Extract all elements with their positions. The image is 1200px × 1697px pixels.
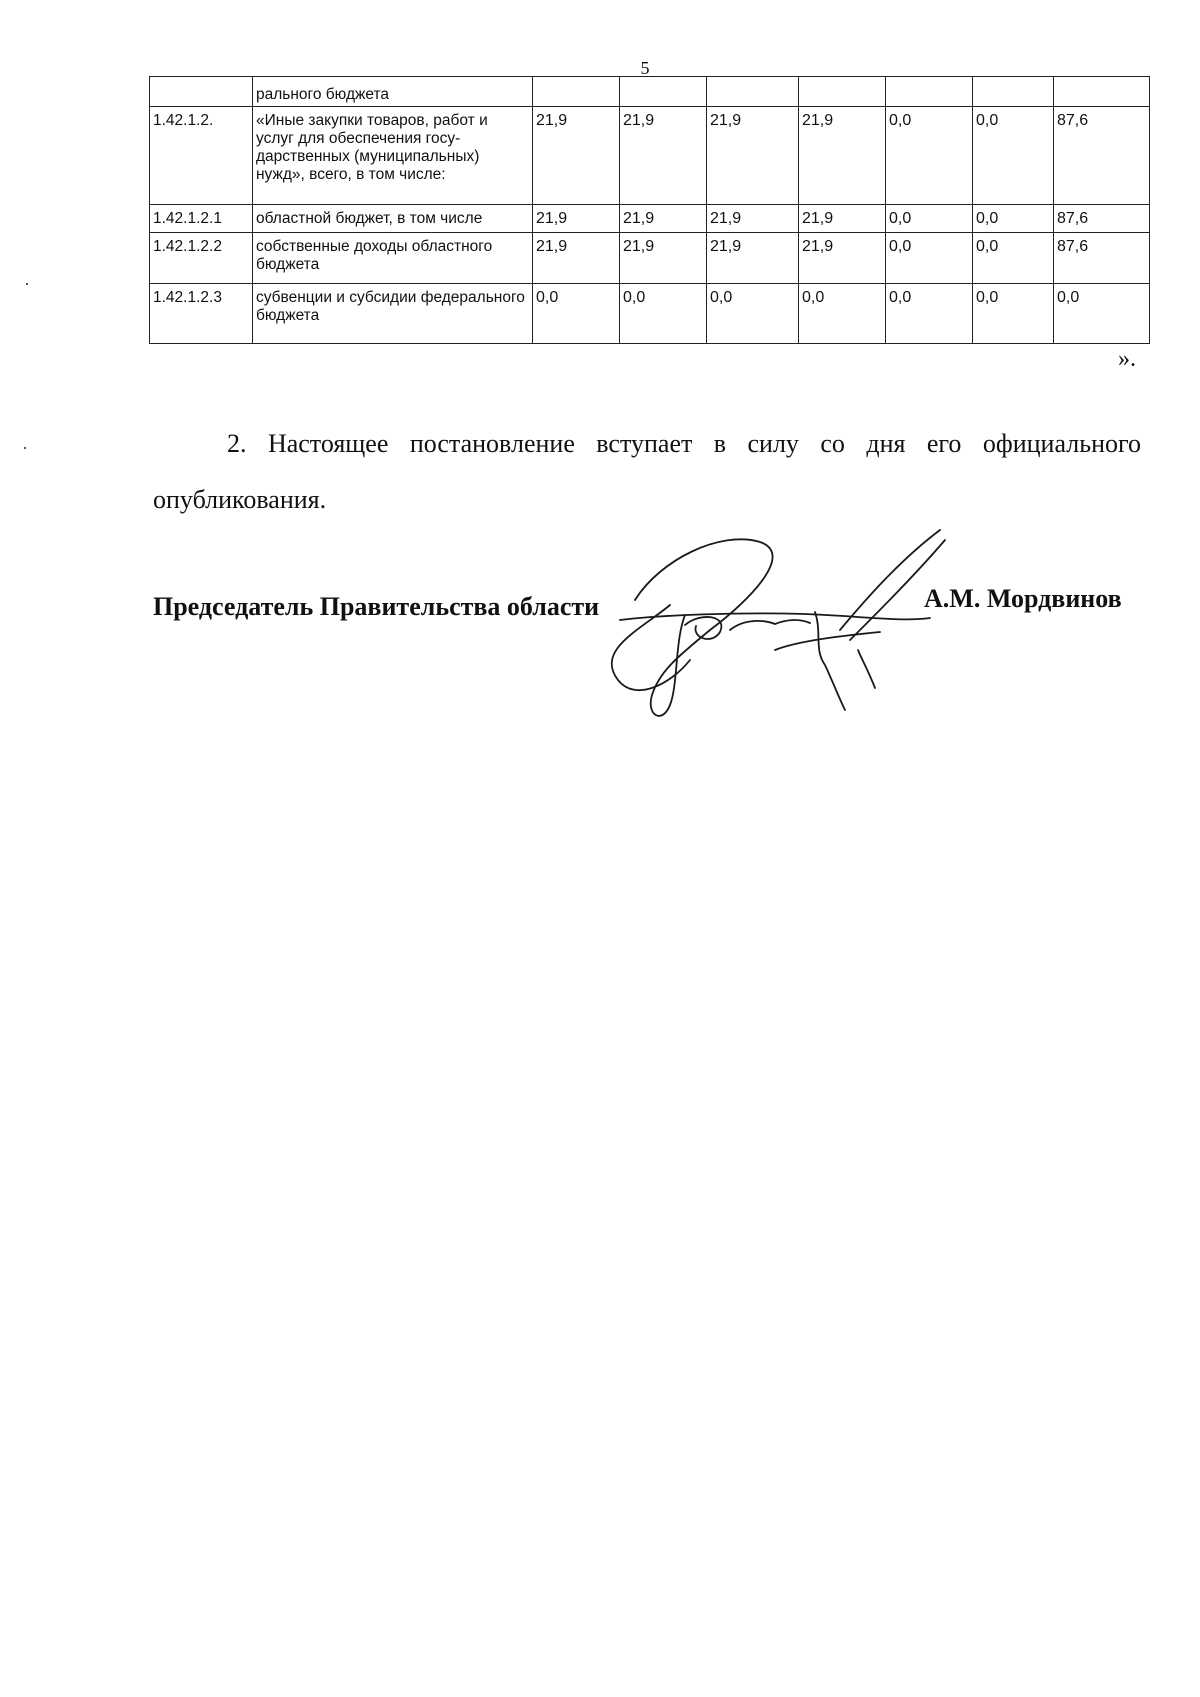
- scan-mark: [26, 283, 28, 285]
- value-cell: 21,9: [799, 107, 886, 205]
- value-cell: 21,9: [620, 233, 707, 284]
- row-description: областной бюджет, в том числе: [253, 205, 533, 233]
- value-cell: 0,0: [973, 107, 1054, 205]
- value-cell: 0,0: [707, 284, 799, 344]
- value-cell: 0,0: [799, 284, 886, 344]
- value-cell: 0,0: [886, 107, 973, 205]
- row-description: «Иные закупки товаров, работ и услуг для обеспечения государственных (муниципальных) нужд», всего, в том числе:: [253, 107, 533, 205]
- value-cell: 21,9: [707, 107, 799, 205]
- value-cell: 0,0: [973, 205, 1054, 233]
- value-cell: [1054, 77, 1150, 107]
- signer-name: А.М. Мордвинов: [924, 584, 1122, 613]
- row-code: [150, 77, 253, 107]
- row-code: 1.42.1.2.1: [150, 205, 253, 233]
- value-cell: [973, 77, 1054, 107]
- value-cell: 21,9: [799, 205, 886, 233]
- value-cell: [707, 77, 799, 107]
- value-cell: 21,9: [707, 205, 799, 233]
- budget-table: [149, 76, 1150, 344]
- value-cell: 0,0: [886, 284, 973, 344]
- value-cell: 21,9: [799, 233, 886, 284]
- value-cell: 0,0: [620, 284, 707, 344]
- row-description: собственные доходы областного бюджета: [253, 233, 533, 284]
- value-cell: [533, 77, 620, 107]
- value-cell: 87,6: [1054, 205, 1150, 233]
- row-code: 1.42.1.2.: [150, 107, 253, 205]
- value-cell: 0,0: [973, 284, 1054, 344]
- value-cell: 0,0: [886, 205, 973, 233]
- value-cell: 0,0: [533, 284, 620, 344]
- table-row: [150, 205, 1150, 233]
- value-cell: [620, 77, 707, 107]
- value-cell: 87,6: [1054, 107, 1150, 205]
- value-cell: 21,9: [620, 107, 707, 205]
- value-cell: 21,9: [533, 107, 620, 205]
- scan-mark: [24, 447, 26, 449]
- value-cell: [886, 77, 973, 107]
- page-number: 5: [640, 58, 650, 78]
- value-cell: 21,9: [533, 233, 620, 284]
- closing-quote: ».: [1118, 346, 1136, 372]
- table-row: [150, 107, 1150, 205]
- value-cell: 0,0: [973, 233, 1054, 284]
- table-row: [150, 233, 1150, 284]
- signer-title: Председатель Правительства области: [153, 592, 600, 621]
- value-cell: 21,9: [533, 205, 620, 233]
- row-description: субвенции и субсидии федерального бюджета: [253, 284, 533, 344]
- value-cell: [799, 77, 886, 107]
- value-cell: 87,6: [1054, 233, 1150, 284]
- resolution-paragraph: 2. Настоящее постановление вступает в силу со дня его официального опубликования.: [153, 429, 1141, 514]
- value-cell: 0,0: [886, 233, 973, 284]
- row-description: рального бюджета: [253, 77, 533, 107]
- value-cell: 21,9: [707, 233, 799, 284]
- row-code: 1.42.1.2.2: [150, 233, 253, 284]
- table-row: [150, 284, 1150, 344]
- row-code: 1.42.1.2.3: [150, 284, 253, 344]
- value-cell: 21,9: [620, 205, 707, 233]
- handwritten-signature: [600, 520, 960, 725]
- table-row: [150, 77, 1150, 107]
- value-cell: 0,0: [1054, 284, 1150, 344]
